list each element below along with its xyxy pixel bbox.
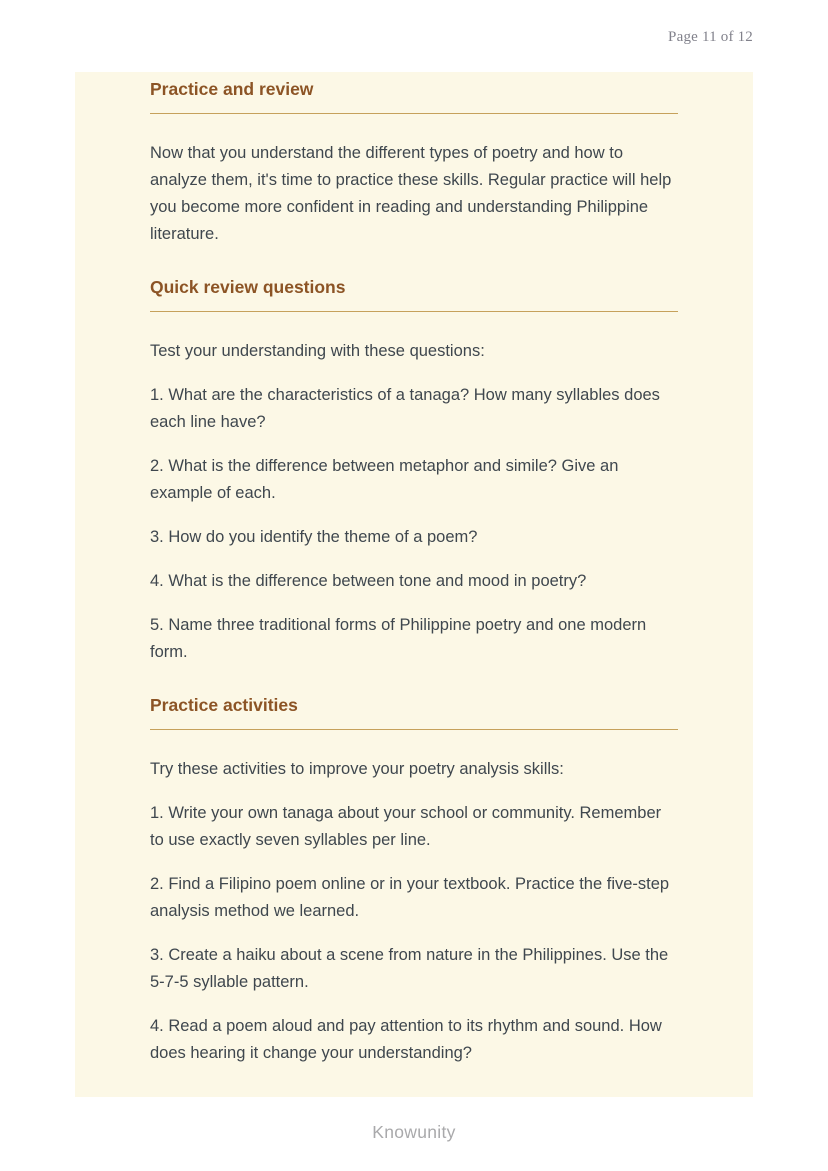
brand-footer: Knowunity <box>372 1122 456 1142</box>
document-content-panel <box>75 72 753 1097</box>
list-item: 1. Write your own tanaga about your school or community. Remember to use exactly seven syllables per line. <box>150 804 662 849</box>
list-item: 4. What is the difference between tone and mood in poetry? <box>150 572 587 590</box>
section-heading: Quick review questions <box>150 276 678 312</box>
section-quick-review-questions <box>150 276 678 666</box>
list-item: 2. Find a Filipino poem online or in your textbook. Practice the five-step analysis method we learned. <box>150 875 670 920</box>
list-item: 2. What is the difference between metaphor and simile? Give an example of each. <box>150 457 619 502</box>
section-intro: Test your understanding with these questions: <box>150 342 485 360</box>
section-intro: Try these activities to improve your poetry analysis skills: <box>150 760 564 778</box>
section-heading: Practice and review <box>150 78 678 114</box>
section-heading: Practice activities <box>150 694 678 730</box>
list-item: 5. Name three traditional forms of Philippine poetry and one modern form. <box>150 616 647 661</box>
page-indicator: Page 11 of 12 <box>668 29 753 45</box>
section-practice-activities <box>150 694 678 1067</box>
list-item: 3. Create a haiku about a scene from nature in the Philippines. Use the 5-7-5 syllable pattern. <box>150 946 669 991</box>
section-practice-and-review <box>150 78 678 248</box>
list-item: 3. How do you identify the theme of a poem? <box>150 528 478 546</box>
list-item: 4. Read a poem aloud and pay attention to its rhythm and sound. How does hearing it change your understanding? <box>150 1017 662 1062</box>
paragraph: Now that you understand the different types of poetry and how to analyze them, it's time to practice these skills. Regular practice will help you become more confident in reading and understanding Philippine literature. <box>150 144 672 243</box>
list-item: 1. What are the characteristics of a tanaga? How many syllables does each line have? <box>150 386 660 431</box>
